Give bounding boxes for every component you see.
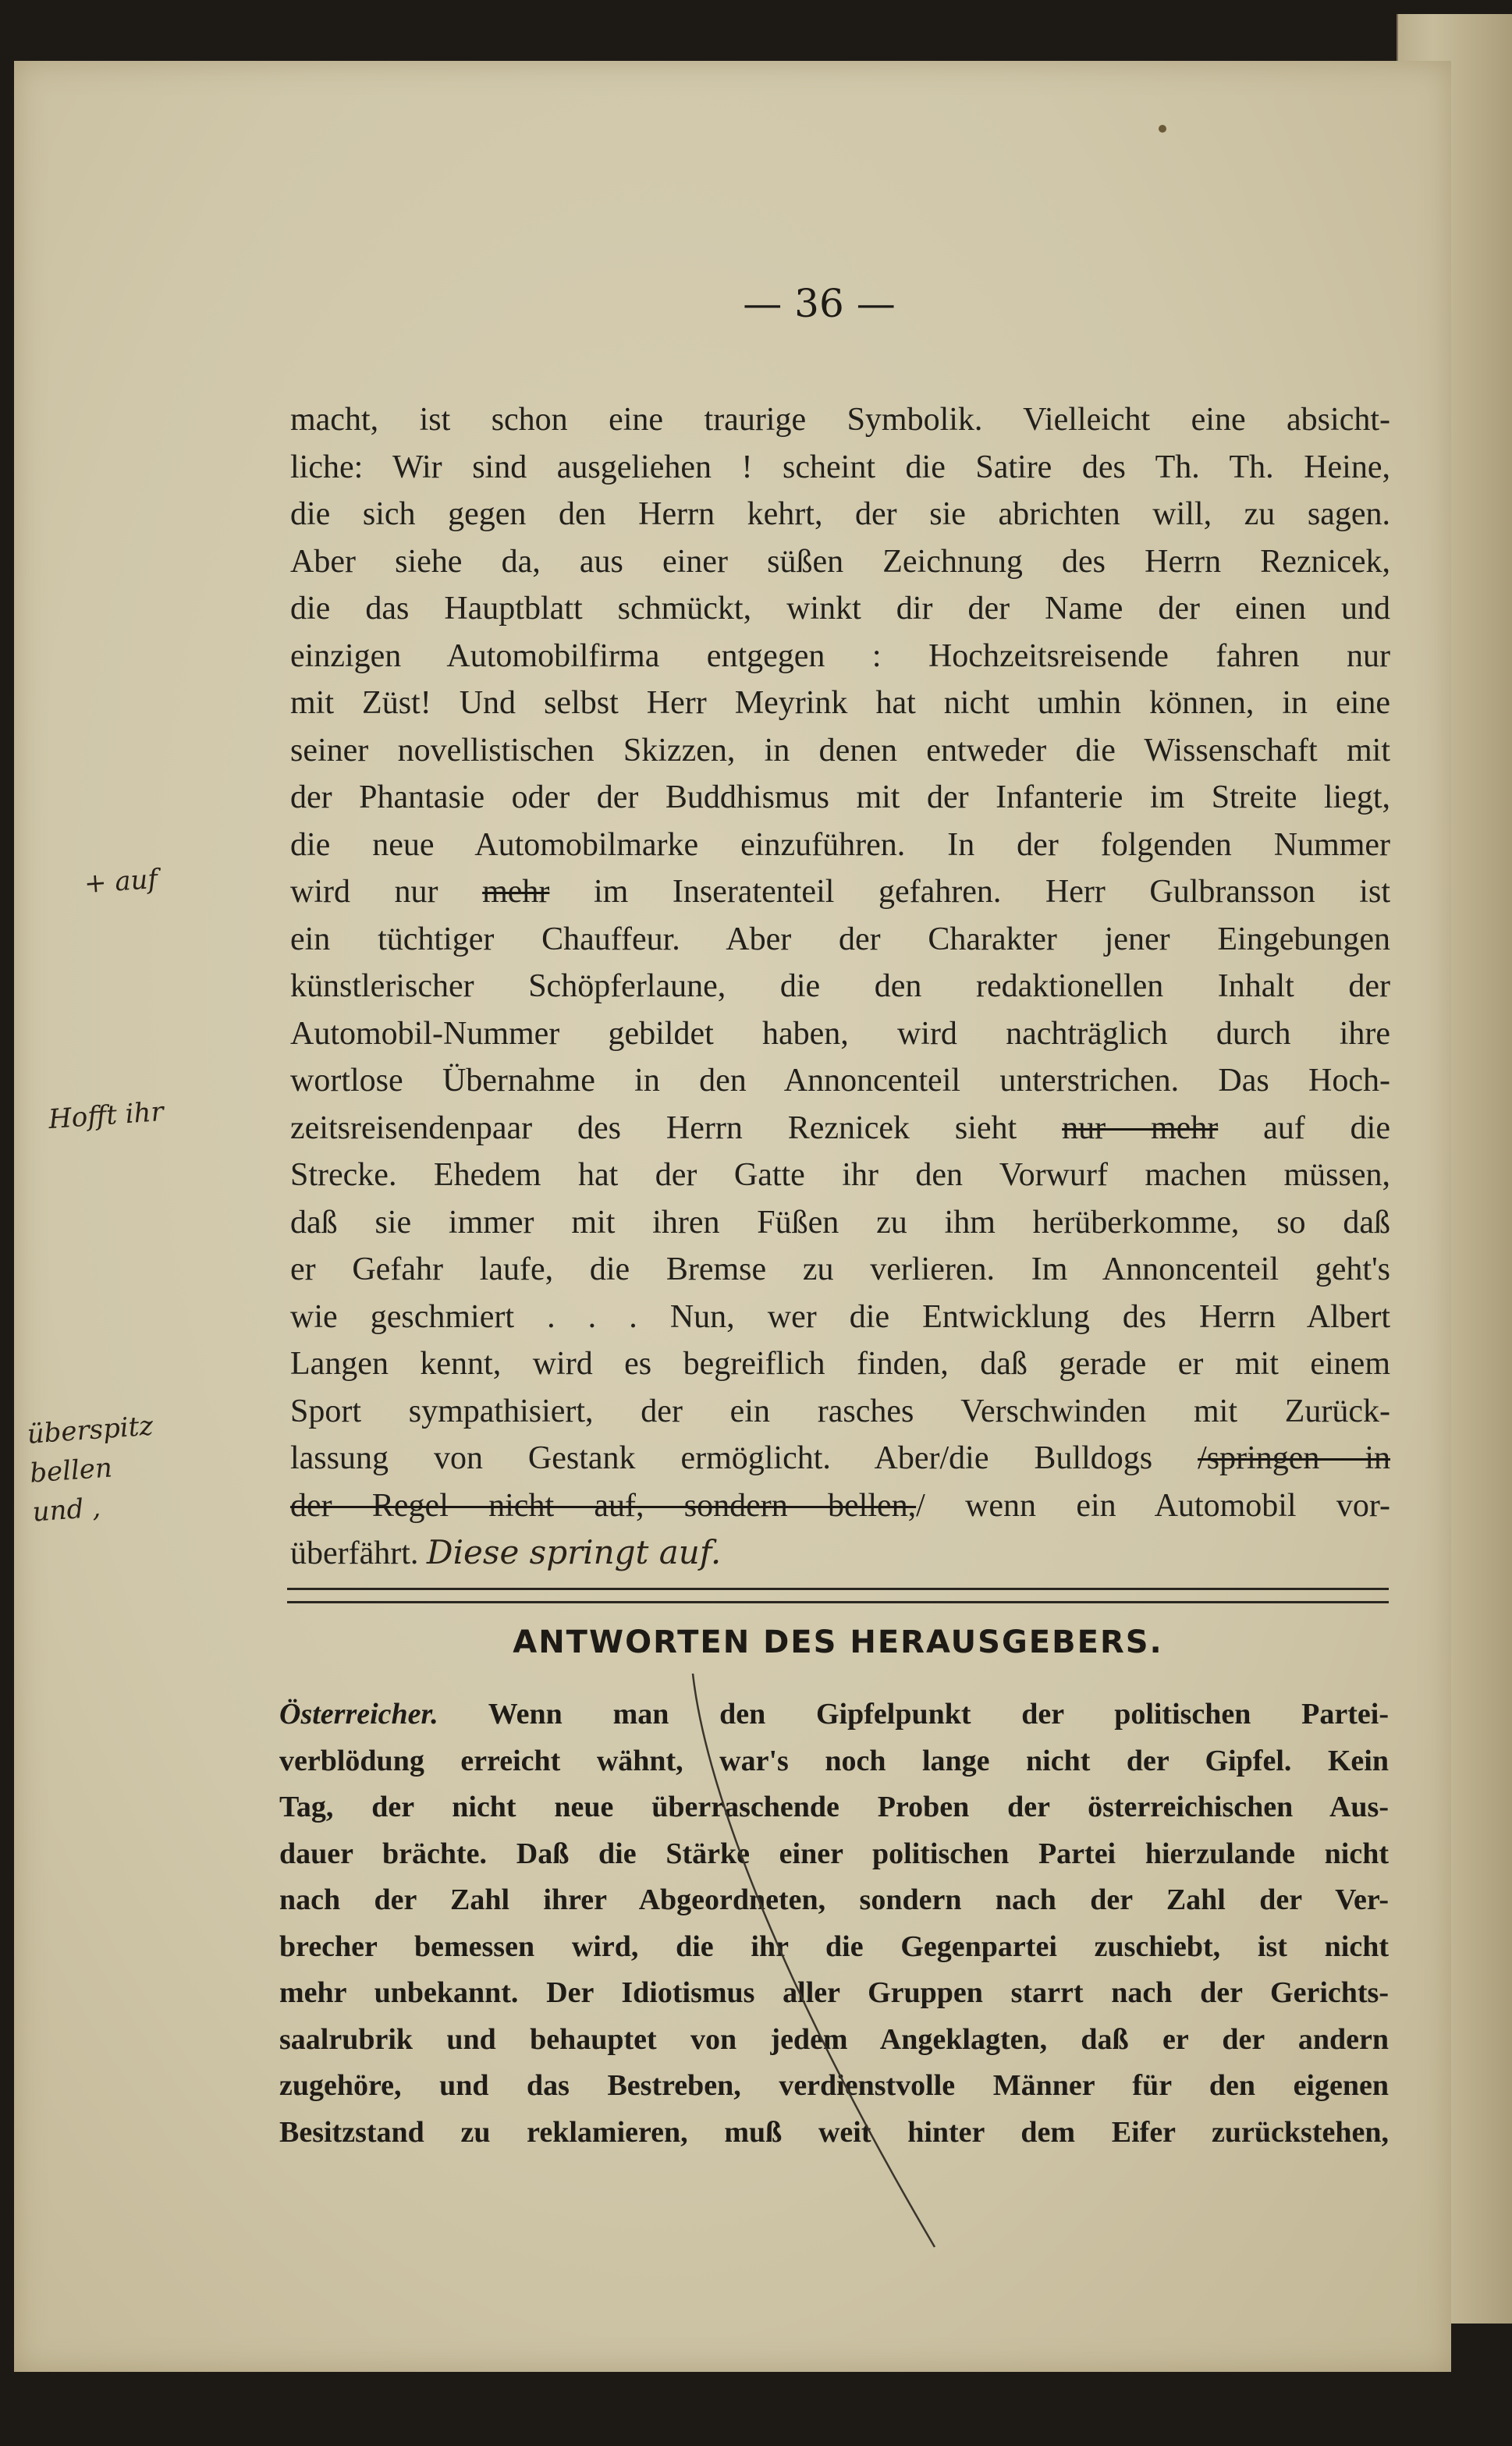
- text-line-with-correction: [290, 1105, 1390, 1152]
- text-line: Langen kennt, wird es begreiflich finden, daß gerade er mit einem: [290, 1346, 1390, 1382]
- text-line: Strecke. Ehedem hat der Gatte ihr den Vorwurf machen müssen,: [290, 1157, 1390, 1193]
- section-heading: ANTWORTEN DES HERAUSGEBERS.: [513, 1624, 1163, 1660]
- text-line: künstlerischer Schöpferlaune, die den redaktionellen Inhalt der: [290, 968, 1390, 1004]
- text-line: die neue Automobilmarke einzuführen. In der folgenden Nummer: [290, 826, 1390, 863]
- ink-spot: [1159, 125, 1166, 133]
- text-fragment: zeitsreisendenpaar des Herrn Reznicek sieht: [290, 1109, 1063, 1146]
- margin-note-line: überspitz bellen: [26, 1410, 154, 1489]
- struck-words: der Regel nicht auf, sondern bellen,: [290, 1487, 917, 1524]
- text-line: verblödung erreicht wähnt, war's noch lange nicht der Gipfel. Kein: [279, 1744, 1389, 1777]
- text-line: Tag, der nicht neue überraschende Proben der österreichischen Aus-: [279, 1791, 1389, 1823]
- page-number: — 36 —: [743, 281, 896, 326]
- body-paragraph: [290, 396, 1390, 1577]
- text-line: Automobil-Nummer gebildet haben, wird nachträglich durch ihre: [290, 1015, 1390, 1052]
- text-fragment: Wenn man den Gipfelpunkt der politischen Partei-: [438, 1698, 1389, 1731]
- struck-words: /springen in: [1198, 1440, 1391, 1476]
- text-line: mehr unbekannt. Der Idiotismus aller Gruppen starrt nach der Gerichts-: [279, 1976, 1389, 2009]
- text-fragment: auf die: [1218, 1109, 1390, 1146]
- text-fragment: lassung von Gestank ermöglicht. Aber/die Bulldogs: [290, 1440, 1198, 1476]
- text-line: ein tüchtiger Chauffeur. Aber der Charakter jener Eingebungen: [290, 921, 1390, 957]
- text-line-with-correction: [290, 868, 1390, 916]
- struck-words: nur mehr: [1062, 1109, 1219, 1146]
- lead-word: Österreicher.: [279, 1698, 438, 1731]
- text-line: die das Hauptblatt schmückt, winkt dir der Name der einen und: [290, 591, 1390, 627]
- text-line: mit Züst! Und selbst Herr Meyrink hat nicht umhin können, in eine: [290, 685, 1390, 721]
- margin-note-line: und ,: [31, 1492, 102, 1528]
- text-line: einzigen Automobilfirma entgegen : Hochzeitsreisende fahren nur: [290, 637, 1390, 674]
- text-line: der Phantasie oder der Buddhismus mit der Infanterie im Streite liegt,: [290, 779, 1390, 815]
- text-line: liche: Wir sind ausgeliehen ! scheint die Satire des Th. Th. Heine,: [290, 449, 1390, 485]
- text-line: Besitzstand zu reklamieren, muß weit hinter dem Eifer zurückstehen,: [279, 2115, 1389, 2149]
- text-line: die sich gegen den Herrn kehrt, der sie abrichten will, zu sagen.: [290, 496, 1390, 532]
- text-line: wortlose Übernahme in den Annoncenteil unterstrichen. Das Hoch-: [290, 1063, 1390, 1099]
- text-line: seiner novellistischen Skizzen, in denen entweder die Wissenschaft mit: [290, 732, 1390, 769]
- text-line: brecher bemessen wird, die ihr die Gegenpartei zuschiebt, ist nicht: [279, 1929, 1389, 1963]
- text-line: dauer brächte. Daß die Stärke einer politischen Partei hierzulande nicht: [279, 1837, 1389, 1870]
- text-fragment: / wenn ein Automobil vor-: [916, 1487, 1390, 1524]
- text-line-last: [290, 1529, 1390, 1577]
- struck-word: mehr: [482, 874, 550, 910]
- answer-paragraph: [279, 1692, 1389, 2156]
- text-line: [279, 1692, 1389, 1738]
- text-line: daß sie immer mit ihren Füßen zu ihm herüberkomme, so daß: [290, 1204, 1390, 1241]
- text-line: macht, ist schon eine traurige Symbolik. Vielleicht eine absicht-: [290, 402, 1390, 438]
- text-line-with-correction: [290, 1435, 1390, 1482]
- text-line: saalrubrik und behauptet von jedem Angeklagten, daß er der andern: [279, 2022, 1389, 2056]
- text-fragment: wird nur: [290, 874, 483, 910]
- text-line-with-correction: [290, 1482, 1390, 1530]
- text-line: zugehöre, und das Bestreben, verdienstvolle Männer für den eigenen: [279, 2069, 1389, 2102]
- text-line: Aber siehe da, aus einer süßen Zeichnung des Herrn Reznicek,: [290, 543, 1390, 580]
- text-line: nach der Zahl ihrer Abgeordneten, sondern nach der Zahl der Ver-: [279, 1883, 1389, 1916]
- text-line: wie geschmiert . . . Nun, wer die Entwicklung des Herrn Albert: [290, 1298, 1390, 1335]
- margin-note-handwritten: + auf: [83, 863, 159, 900]
- margin-note-handwritten: [26, 1401, 229, 1532]
- double-rule-divider: [287, 1588, 1389, 1603]
- margin-note-handwritten: Hofft ihr: [47, 1095, 165, 1136]
- text-fragment: im Inseratenteil gefahren. Herr Gulbransson ist: [549, 874, 1390, 910]
- text-line: Sport sympathisiert, der ein rasches Verschwinden mit Zurück-: [290, 1393, 1390, 1429]
- handwritten-insertion: Diese springt auf.: [426, 1533, 722, 1571]
- text-fragment: überfährt.: [290, 1535, 419, 1571]
- text-line: er Gefahr laufe, die Bremse zu verlieren. Im Annoncenteil geht's: [290, 1251, 1390, 1287]
